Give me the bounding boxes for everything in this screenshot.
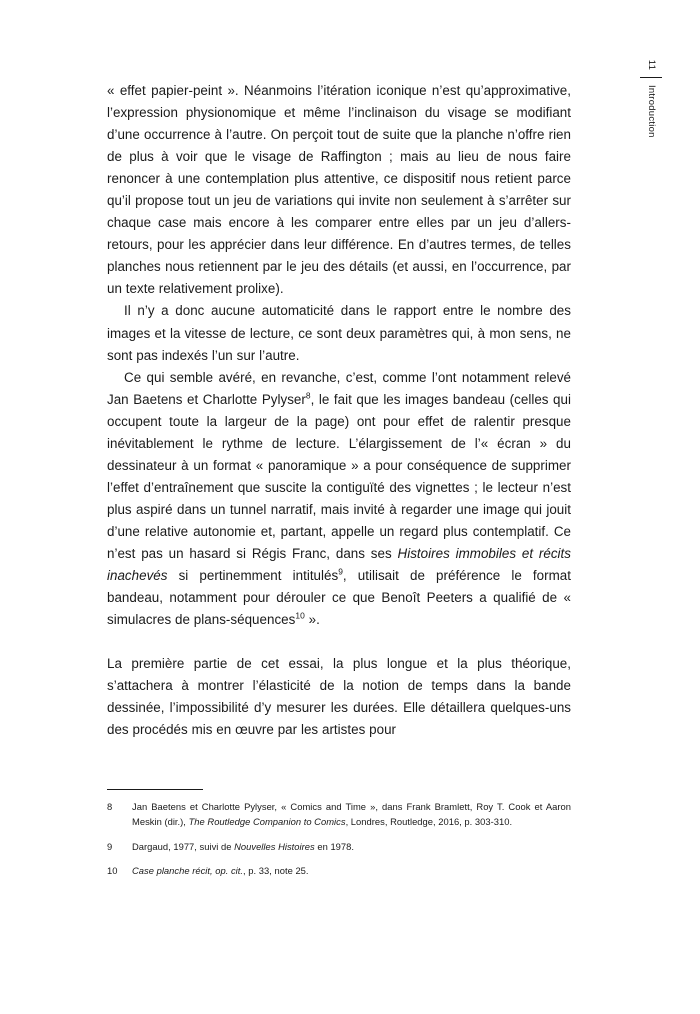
- footnote-text: Case planche récit, op. cit., p. 33, note 25.: [132, 865, 309, 877]
- footnote-marker[interactable]: 8: [305, 390, 311, 401]
- footnote-marker[interactable]: 10: [295, 610, 305, 621]
- page-number: 11: [645, 59, 657, 71]
- footnote-separator-rule: [107, 789, 203, 790]
- italic-title: The Routledge Companion to Comics: [188, 816, 346, 828]
- footnote-number[interactable]: 10: [107, 865, 118, 877]
- running-head: [628, 58, 674, 138]
- footnote-9: [107, 839, 571, 854]
- footnotes-block: [107, 789, 571, 879]
- italic-title: Nouvelles Histoires: [234, 840, 315, 852]
- footnote-number[interactable]: 8: [107, 801, 113, 812]
- footnote-10: [107, 863, 571, 878]
- footnote-8: [107, 799, 571, 830]
- footnote-text: Jan Baetens et Charlotte Pylyser, « Comics and Time », dans Frank Bramlett, Roy T. Cook et Aaron Meskin (dir.), The Routledge Companion to Comics, Londres, Routledge, 2016, p. 303-310.: [132, 801, 571, 828]
- footnote-marker[interactable]: 9: [338, 566, 343, 577]
- body-text-block: [107, 80, 571, 741]
- para-effet-papier-peint: « effet papier-peint ». Néanmoins l’itération iconique n’est qu’approximative, l’expression physionomique et même l’inclinaison du visage se modifiant d’une occurrence à l’autre. On perçoit tout de suite que la planche n’offre rien de plus à voir que le visage de Raffington ; mais au lieu de nous faire renoncer à une contemplation plus attentive, ce dispositif nous retient parce qu’il propose tout un jeu de variations qui invite non seulement à s’arrêter sur chaque case mais encore à les comparer entre elles par un jeu d’allers-retours, pour les apprécier dans leur différence. En d’autres termes, de telles planches nous retiennent par le jeu des détails (et aussi, en l’occurrence, par un texte relativement prolixe).: [107, 83, 571, 297]
- italic-title: Histoires immobiles et récits inachevés: [107, 545, 571, 584]
- footnote-number[interactable]: 9: [107, 840, 113, 852]
- para-baetens-pylyser: Ce qui semble avéré, en revanche, c’est, comme l’ont notamment relevé Jan Baetens et Charlotte Pylyser$^8$, le fait que les images bandeau (celles qui occupent toute la largeur de la page) ont pour effet de ralentir presque inévitablement le rythme de lecture. L’élargissement de l’« écran » du dessinateur à un format « panoramique » a pour conséquence de supprimer l’effet d’entraînement que suscite la contiguïté des vignettes ; le lecteur n’est plus aspiré dans un tunnel narratif, mais invité à regarder une image qui jouit d’une relative autonomie et, partant, appelle un regard plus contemplatif. Ce n’est pas un hasard si Régis Franc, dans ses Histoires immobiles et récits inachevés si pertinemment intitulés$^9$, utilisait de préférence le format bandeau, notamment pour dérouler ce que Benoît Peeters a qualifié de « simulacres de plans-séquences$^{10}$ ».: [107, 369, 571, 628]
- para-premiere-partie: La première partie de cet essai, la plus longue et la plus théorique, s’attachera à montrer l’élasticité de la notion de temps dans la bande dessinée, l’impossibilité d’y mesurer les durées. Elle détaillera quelques-uns des procédés mis en œuvre par les artistes pour: [107, 656, 571, 738]
- footnote-text: Dargaud, 1977, suivi de Nouvelles Histoires en 1978.: [132, 840, 355, 852]
- section-title: Introduction: [645, 85, 657, 138]
- para-automaticite: Il n’y a donc aucune automaticité dans le rapport entre le nombre des images et la vitesse de lecture, ce sont deux paramètres qui, à mon sens, ne sont pas indexés l’un sur l’autre.: [107, 303, 571, 363]
- italic-title: Case planche récit, op. cit.: [132, 865, 244, 877]
- running-head-divider: [640, 77, 662, 78]
